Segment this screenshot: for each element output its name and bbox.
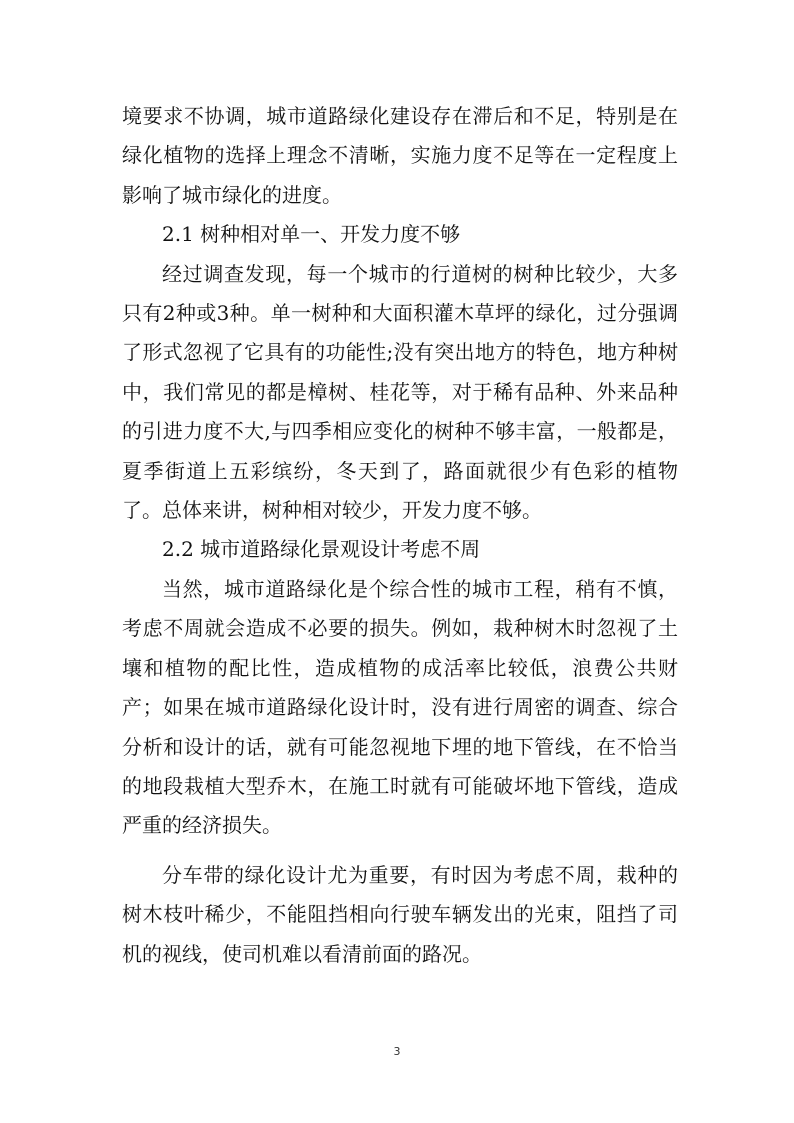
section-heading-2-2: 2.2 城市道路绿化景观设计考虑不周 [162, 537, 481, 562]
body-text [122, 97, 678, 974]
paragraph-continued: 境要求不协调，城市道路绿化建设存在滞后和不足，特别是在绿化植物的选择上理念不清晰，实施力度不足等在一定程度上影响了城市绿化的进度。 [122, 104, 678, 207]
paragraph-median-strip: 分车带的绿化设计尤为重要，有时因为考虑不周，栽种的树木枝叶稀少，不能阻挡相向行驶车辆发出的光束，阻挡了司机的视线，使司机难以看清前面的路况。 [122, 862, 678, 966]
section-heading-2-1: 2.1 树种相对单一、开发力度不够 [162, 222, 461, 247]
page-number: 3 [393, 1045, 401, 1058]
paragraph-tree-species: 经过调查发现，每一个城市的行道树的树种比较少，大多只有2种或3种。单一树种和大面积灌木草坪的绿化，过分强调了形式忽视了它具有的功能性;没有突出地方的特色，地方种树中，我们常见的都是樟树、桂花等，对于稀有品种、外来品种的引进力度不大,与四季相应变化的树种不够丰富，一般都是，夏季街道上五彩缤纷，冬天到了，路面就很少有色彩的植物了。总体来讲，树种相对较少，开发力度不够。 [122, 261, 678, 523]
paragraph-design-issues: 当然，城市道路绿化是个综合性的城市工程，稍有不慎，考虑不周就会造成不必要的损失。例如，栽种树木时忽视了土壤和植物的配比性，造成植物的成活率比较低，浪费公共财产；如果在城市道路绿化设计时，没有进行周密的调查、综合分析和设计的话，就有可能忽视地下埋的地下管线，在不恰当的地段栽植大型乔木，在施工时就有可能破坏地下管线，造成严重的经济损失。 [122, 576, 678, 838]
